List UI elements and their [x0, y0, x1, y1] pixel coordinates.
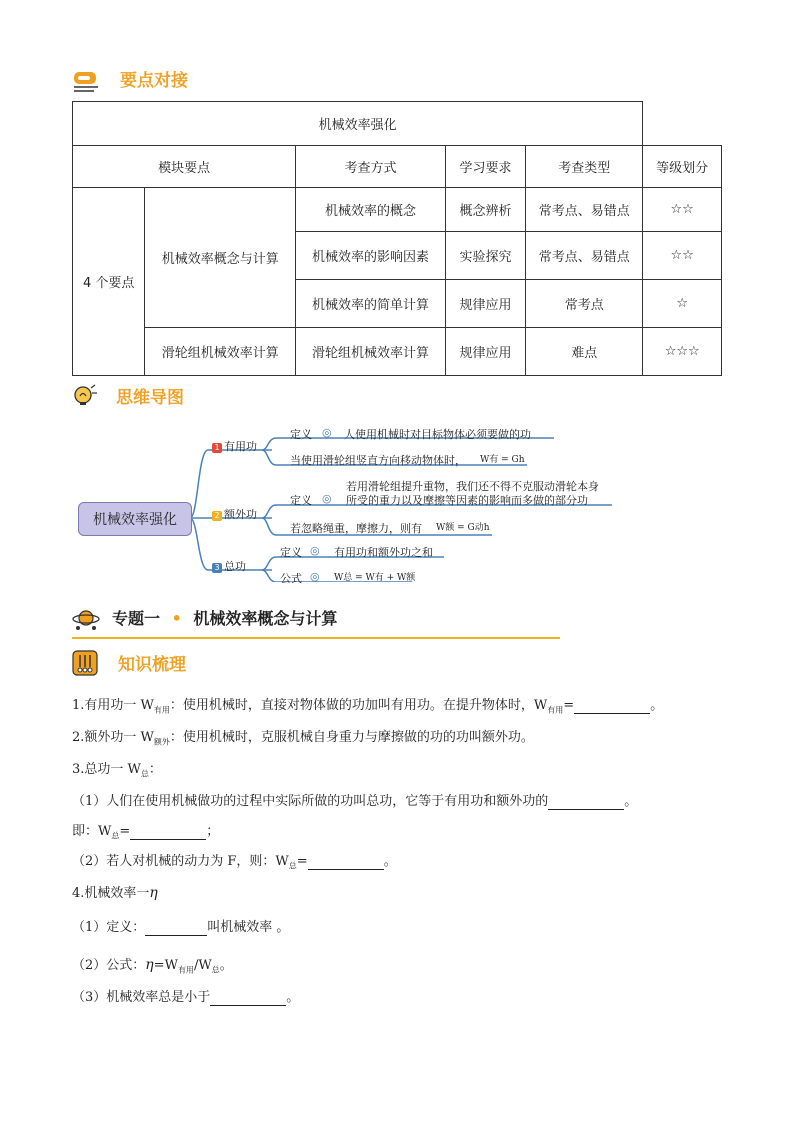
text: ； — [206, 824, 220, 839]
topic-heading — [112, 606, 337, 629]
answer-blank[interactable] — [308, 854, 384, 870]
table-header: 学习要求 — [445, 146, 525, 188]
table-header: 考查类型 — [526, 146, 643, 188]
text: 。 — [650, 698, 664, 713]
line-useful-work — [72, 694, 663, 716]
mind-map-root — [78, 502, 192, 536]
text: （2）若人对机械的动力为 F，则：W — [72, 854, 289, 869]
branch-useful-work — [212, 438, 257, 454]
b2-def-label: 定义 — [290, 494, 312, 507]
section-title-mind-map: 思维导图 — [116, 388, 184, 408]
key-points-table — [72, 101, 722, 376]
subscript: 总 — [140, 769, 149, 779]
table-cell: ☆☆ — [643, 188, 722, 232]
b2-note: 若忽略绳重，摩擦力，则有 — [290, 522, 422, 535]
section-title-knowledge: 知识梳理 — [118, 655, 186, 675]
table-module-cell: 滑轮组机械效率计算 — [145, 328, 296, 376]
text: 即：W — [72, 824, 112, 839]
text: /W — [193, 958, 212, 973]
table-cell: 规律应用 — [445, 328, 525, 376]
table-cell: 机械效率的影响因素 — [296, 232, 446, 280]
answer-blank[interactable] — [145, 920, 207, 936]
table-cell: 机械效率的简单计算 — [296, 280, 446, 328]
text: 。 — [624, 794, 638, 809]
table-cell: 滑轮组机械效率计算 — [296, 328, 446, 376]
table-cell: 常考点、易错点 — [526, 188, 643, 232]
b1-def-label: 定义 — [290, 428, 312, 441]
answer-blank[interactable] — [130, 824, 206, 840]
table-cell: 规律应用 — [445, 280, 525, 328]
eta-symbol: η — [149, 885, 158, 901]
notes-icon — [72, 70, 100, 94]
table-cell: 难点 — [526, 328, 643, 376]
b3-def-text: 有用功和额外功之和 — [334, 546, 433, 559]
b2-formula: W额 = G动h — [436, 523, 490, 533]
branch-total-work — [212, 558, 246, 574]
connector-dot-icon: ◎ — [310, 544, 320, 557]
line-total-work-def — [72, 790, 637, 810]
table-cell: ☆ — [643, 280, 722, 328]
b1-note: 当使用滑轮组竖直方向移动物体时， — [290, 454, 466, 467]
line-extra-work — [72, 726, 534, 748]
branch-extra-work — [212, 506, 257, 522]
text: 3.总功一 W — [72, 762, 141, 777]
text: 。 — [383, 854, 397, 869]
table-cell: 实验探究 — [445, 232, 525, 280]
knowledge-icon — [72, 650, 98, 676]
connector-dot-icon: ◎ — [322, 426, 332, 439]
table-cell: ☆☆ — [643, 232, 722, 280]
table-group-cell: 4 个要点 — [73, 188, 145, 376]
subscript: 总 — [111, 831, 120, 841]
topic-title: 机械效率概念与计算 — [193, 609, 338, 628]
line-efficiency-formula — [72, 954, 233, 976]
table-title: 机械效率强化 — [73, 102, 643, 146]
text: = — [119, 824, 131, 839]
topic-underline — [72, 637, 560, 639]
table-header: 等级划分 — [643, 146, 722, 188]
table-module-cell: 机械效率概念与计算 — [145, 188, 296, 328]
b2-def-text-1: 若用滑轮组提升重物，我们还不得不克服动滑轮本身 — [346, 480, 599, 493]
branch-label: 总功 — [224, 560, 246, 573]
line-total-eq — [72, 820, 219, 842]
table-cell: ☆☆☆ — [643, 328, 722, 376]
answer-blank[interactable] — [574, 698, 650, 714]
text: ：使用机械时，克服机械自身重力与摩擦做的功的功叫额外功。 — [169, 730, 534, 745]
topic-label: 专题一 — [112, 609, 161, 628]
table-cell: 常考点 — [526, 280, 643, 328]
line-efficiency — [72, 882, 158, 901]
text: （3）机械效率总是小于 — [72, 990, 211, 1005]
topic-dot: • — [171, 609, 182, 628]
subscript: 额外 — [153, 737, 170, 747]
b3-def-label: 定义 — [280, 546, 302, 559]
line-total-force — [72, 850, 397, 872]
planet-icon — [72, 606, 100, 632]
table-cell: 常考点、易错点 — [526, 232, 643, 280]
text: ：使用机械时，直接对物体做的功加叫有用功。在提升物体时，W — [169, 698, 548, 713]
text: = — [563, 698, 575, 713]
subscript: 有用 — [547, 705, 564, 715]
subscript: 总 — [288, 861, 297, 871]
branch-number-badge: 3 — [212, 563, 222, 573]
branch-label: 有用功 — [224, 440, 257, 453]
connector-dot-icon: ◎ — [322, 492, 332, 505]
answer-blank[interactable] — [210, 990, 286, 1006]
subscript: 有用 — [177, 965, 194, 975]
branch-label: 额外功 — [224, 508, 257, 521]
text: 。 — [219, 958, 233, 973]
branch-number-badge: 2 — [212, 511, 222, 521]
branch-number-badge: 1 — [212, 443, 222, 453]
text: 叫机械效率 。 — [207, 920, 290, 935]
b1-formula: W有 = Gh — [480, 455, 525, 465]
bulb-icon — [72, 383, 98, 407]
b3-formula: W总 = W有 + W额 — [334, 573, 416, 583]
table-cell: 概念辨析 — [445, 188, 525, 232]
table-header: 考查方式 — [296, 146, 446, 188]
subscript: 总 — [211, 965, 220, 975]
text: 。 — [286, 990, 300, 1005]
connector-dot-icon: ◎ — [310, 570, 320, 583]
eta-symbol: η — [145, 957, 154, 973]
line-efficiency-def — [72, 916, 289, 936]
table-header: 模块要点 — [73, 146, 296, 188]
text: ： — [148, 762, 162, 777]
text: （1）人们在使用机械做功的过程中实际所做的功叫总功，它等于有用功和额外功的 — [72, 794, 549, 809]
line-efficiency-less — [72, 986, 299, 1006]
text: （2）公式： — [72, 958, 146, 973]
b3-formula-label: 公式 — [280, 572, 302, 585]
b2-def-text-2: 所受的重力以及摩擦等因素的影响而多做的部分功 — [346, 494, 588, 507]
mind-map — [72, 420, 632, 585]
text: =W — [153, 958, 178, 973]
text: 1.有用功一 W — [72, 698, 154, 713]
text: （1）定义： — [72, 920, 146, 935]
text: 4.机械效率一 — [72, 886, 150, 901]
answer-blank[interactable] — [548, 794, 624, 810]
subscript: 有用 — [153, 705, 170, 715]
b1-def-text: 人使用机械时对目标物体必须要做的功 — [344, 428, 531, 441]
table-cell: 机械效率的概念 — [296, 188, 446, 232]
mind-map-root-label: 机械效率强化 — [93, 512, 177, 528]
text: 2.额外功一 W — [72, 730, 154, 745]
section-title-key-points: 要点对接 — [120, 71, 188, 91]
line-total-work — [72, 758, 162, 780]
text: = — [296, 854, 308, 869]
